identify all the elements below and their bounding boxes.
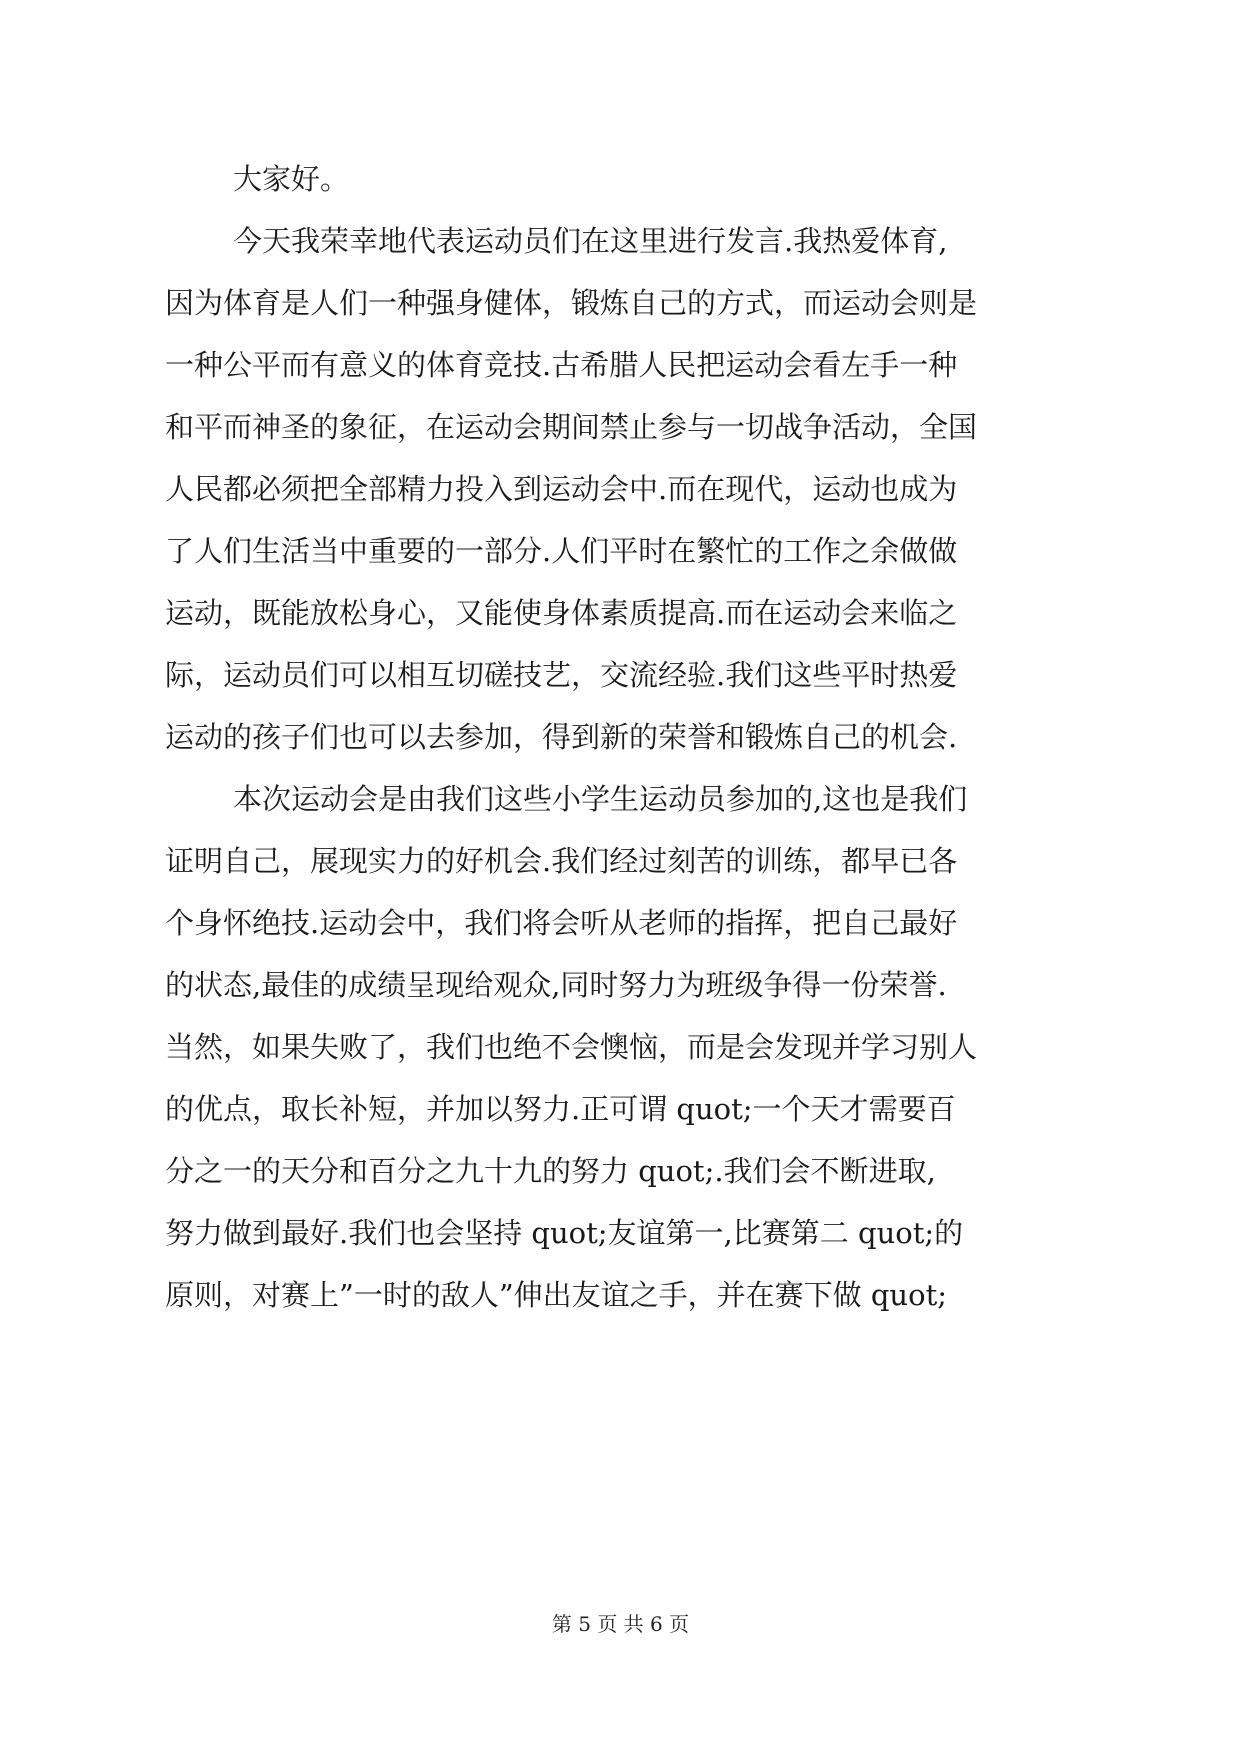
paragraph-line: 努力做到最好.我们也会坚持 quot;友谊第一,比赛第二 quot;的 (165, 1216, 964, 1250)
paragraph-line: 运动，既能放松身心，又能使身体素质提高.而在运动会来临之 (165, 596, 958, 630)
paragraph-line: 证明自己，展现实力的好机会.我们经过刻苦的训练，都早已各 (165, 844, 958, 878)
paragraph-line: 原则，对赛上”一时的敌人”伸出友谊之手，并在赛下做 quot; (165, 1278, 947, 1312)
paragraph-line: 人民都必须把全部精力投入到运动会中.而在现代，运动也成为 (165, 472, 958, 506)
paragraph-line: 际，运动员们可以相互切磋技艺，交流经验.我们这些平时热爱 (165, 658, 958, 692)
paragraph-line: 本次运动会是由我们这些小学生运动员参加的,这也是我们 (233, 782, 968, 816)
paragraph-line: 的状态,最佳的成绩呈现给观众,同时努力为班级争得一份荣誉. (165, 968, 947, 1002)
paragraph-line: 今天我荣幸地代表运动员们在这里进行发言.我热爱体育, (233, 224, 948, 258)
paragraph-line: 分之一的天分和百分之九十九的努力 quot;.我们会不断进取, (165, 1154, 936, 1188)
paragraph-line: 一种公平而有意义的体育竞技.古希腊人民把运动会看左手一种 (165, 348, 958, 382)
paragraph-line: 了人们生活当中重要的一部分.人们平时在繁忙的工作之余做做 (165, 534, 958, 568)
paragraph-line: 个身怀绝技.运动会中，我们将会听从老师的指挥，把自己最好 (165, 906, 958, 940)
paragraph-line: 的优点，取长补短，并加以努力.正可谓 quot;一个天才需要百 (165, 1092, 956, 1126)
paragraph-line: 和平而神圣的象征，在运动会期间禁止参与一切战争活动，全国 (165, 410, 978, 444)
paragraph-line: 大家好。 (233, 162, 350, 196)
paragraph-line: 运动的孩子们也可以去参加，得到新的荣誉和锻炼自己的机会. (165, 720, 958, 754)
paragraph-line: 当然，如果失败了，我们也绝不会懊恼，而是会发现并学习别人 (165, 1030, 978, 1064)
paragraph-line: 因为体育是人们一种强身健体，锻炼自己的方式，而运动会则是 (165, 286, 978, 320)
page-number-footer: 第 5 页 共 6 页 (551, 1612, 690, 1636)
